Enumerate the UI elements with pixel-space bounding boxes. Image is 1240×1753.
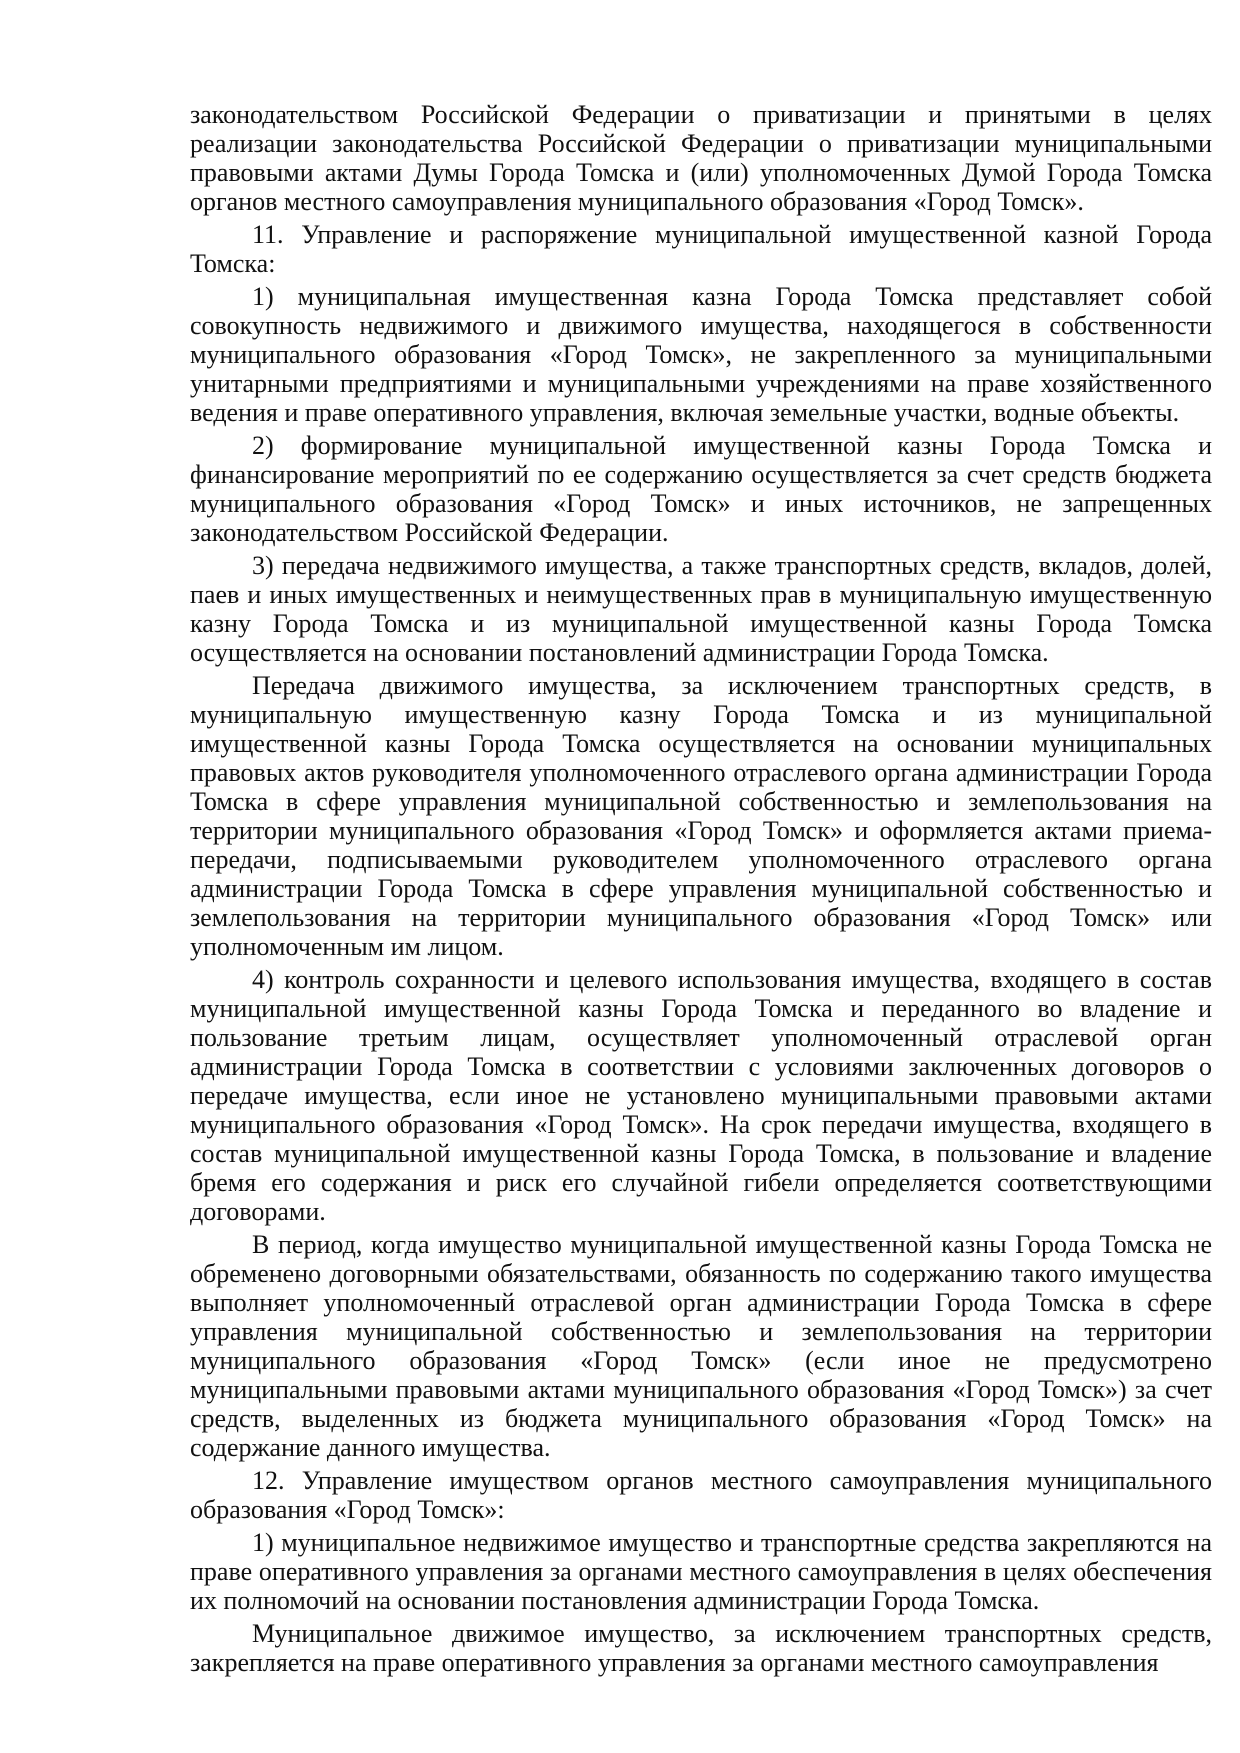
- paragraph-section-12: 12. Управление имуществом органов местного самоуправления муниципального образования «Город Томск»:: [190, 1466, 1212, 1524]
- paragraph-12-1: 1) муниципальное недвижимое имущество и транспортные средства закрепляются на праве оперативного управления за органами местного самоуправления в целях обеспечения их полномочий на основании постановления администрации Города Томска.: [190, 1528, 1212, 1615]
- paragraph-11-4: 4) контроль сохранности и целевого использования имущества, входящего в состав муниципальной имущественной казны Города Томска и переданного во владение и пользование третьим лицам, осуществляет уполномоченный отраслевой орган администрации Города Томска в соответствии с условиями заключенных договоров о передаче имущества, если иное не установлено муниципальными правовыми актами муниципального образования «Город Томск». На срок передачи имущества, входящего в состав муниципальной имущественной казны Города Томска, в пользование и владение бремя его содержания и риск его случайной гибели определяется соответствующими договорами.: [190, 965, 1212, 1226]
- paragraph-11-3-movable: Передача движимого имущества, за исключением транспортных средств, в муниципальную имущественную казну Города Томска и из муниципальной имущественной казны Города Томска осуществляется на основании муниципальных правовых актов руководителя уполномоченного отраслевого органа администрации Города Томска в сфере управления муниципальной собственностью и землепользования на территории муниципального образования «Город Томск» и оформляется актами приема-передачи, подписываемыми руководителем уполномоченного отраслевого органа администрации Города Томска в сфере управления муниципальной собственностью и землепользования на территории муниципального образования «Город Томск» или уполномоченным им лицом.: [190, 671, 1212, 961]
- paragraph-11-1: 1) муниципальная имущественная казна Города Томска представляет собой совокупность недвижимого и движимого имущества, находящегося в собственности муниципального образования «Город Томск», не закрепленного за муниципальными унитарными предприятиями и муниципальными учреждениями на праве хозяйственного ведения и праве оперативного управления, включая земельные участки, водные объекты.: [190, 282, 1212, 427]
- document-page: [190, 100, 1212, 1681]
- paragraph-11-4-period: В период, когда имущество муниципальной имущественной казны Города Томска не обременено договорными обязательствами, обязанность по содержанию такого имущества выполняет уполномоченный отраслевой орган администрации Города Томска в сфере управления муниципальной собственностью и землепользования на территории муниципального образования «Город Томск» (если иное не предусмотрено муниципальными правовыми актами муниципального образования «Город Томск») за счет средств, выделенных из бюджета муниципального образования «Город Томск» на содержание данного имущества.: [190, 1230, 1212, 1462]
- paragraph-11-2: 2) формирование муниципальной имущественной казны Города Томска и финансирование мероприятий по ее содержанию осуществляется за счет средств бюджета муниципального образования «Город Томск» и иных источников, не запрещенных законодательством Российской Федерации.: [190, 431, 1212, 547]
- paragraph-continuation: законодательством Российской Федерации о приватизации и принятыми в целях реализации законодательства Российской Федерации о приватизации муниципальными правовыми актами Думы Города Томска и (или) уполномоченных Думой Города Томска органов местного самоуправления муниципального образования «Город Томск».: [190, 100, 1212, 216]
- paragraph-section-11: 11. Управление и распоряжение муниципальной имущественной казной Города Томска:: [190, 220, 1212, 278]
- paragraph-12-1-movable: Муниципальное движимое имущество, за исключением транспортных средств, закрепляется на праве оперативного управления за органами местного самоуправления: [190, 1619, 1212, 1677]
- paragraph-11-3: 3) передача недвижимого имущества, а также транспортных средств, вкладов, долей, паев и иных имущественных и неимущественных прав в муниципальную имущественную казну Города Томска и из муниципальной имущественной казны Города Томска осуществляется на основании постановлений администрации Города Томска.: [190, 551, 1212, 667]
